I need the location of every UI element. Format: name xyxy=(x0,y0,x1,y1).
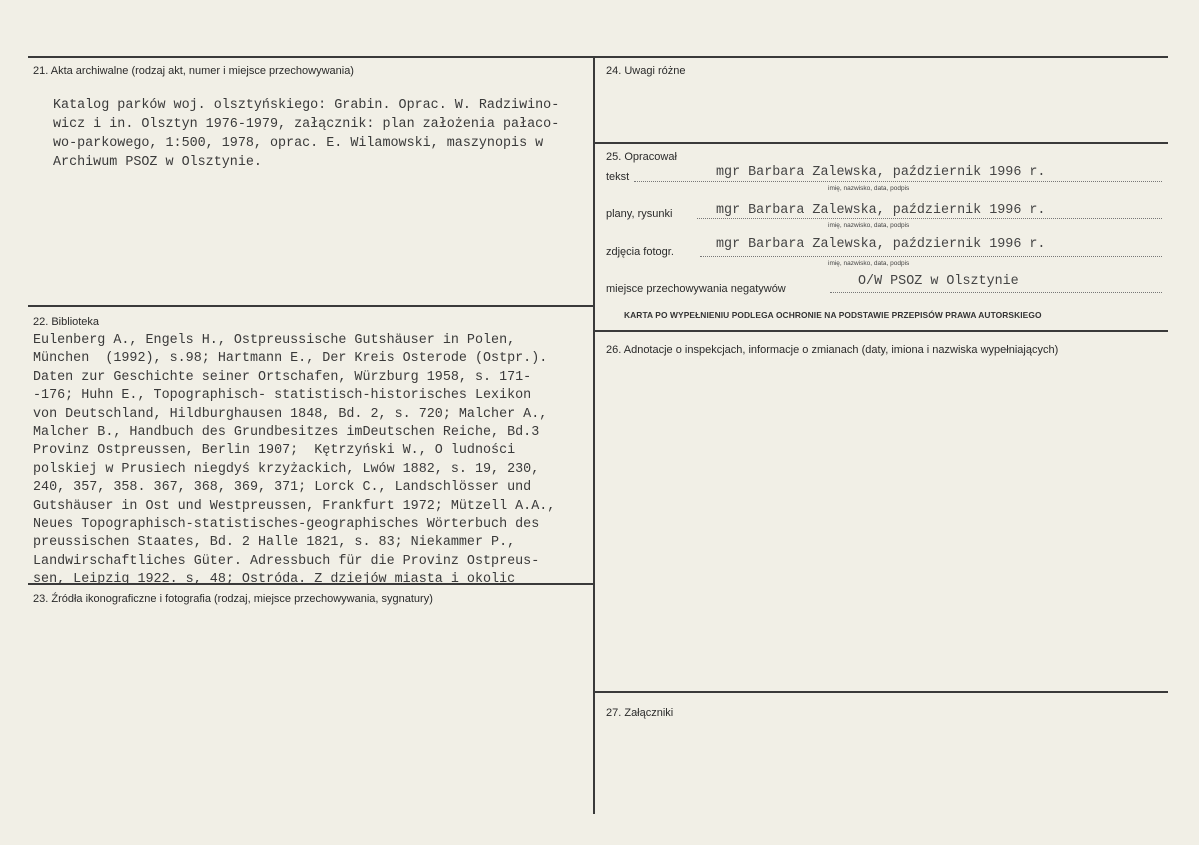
section-21-label: 21. Akta archiwalne (rodzaj akt, numer i miejsce przechowywania) xyxy=(33,65,354,77)
rule-26-27 xyxy=(594,691,1168,693)
rule-25-26 xyxy=(594,330,1168,332)
text-line: Daten zur Geschichte seiner Ortschafen, Würzburg 1958, s. 171- xyxy=(33,369,532,385)
field-line xyxy=(697,218,1162,219)
field-hint: imię, nazwisko, data, podpis xyxy=(828,185,910,192)
rule-21-22 xyxy=(28,305,594,307)
field-label: zdjęcia fotogr. xyxy=(606,246,674,258)
field-label: plany, rysunki xyxy=(606,208,673,220)
text-line: Malcher B., Handbuch des Grundbesitzes imDeutschen Reiche, Bd.3 xyxy=(33,425,540,440)
field-line xyxy=(700,256,1162,257)
field-hint: imię, nazwisko, data, podpis xyxy=(828,222,910,229)
top-rule xyxy=(28,56,1168,58)
rule-24-25 xyxy=(594,142,1168,144)
field-value: mgr Barbara Zalewska, październik 1996 r. xyxy=(716,203,1046,218)
center-divider xyxy=(593,56,595,814)
section-26-label: 26. Adnotacje o inspekcjach, informacje o zmianach (daty, imiona i nazwiska wypełniających) xyxy=(606,344,1059,356)
text-line: -176; Huhn E., Topographisch- statistisch-historisches Lexikon xyxy=(33,388,532,404)
text-line: Provinz Ostpreussen, Berlin 1907; Kętrzyński W., O ludności xyxy=(33,443,516,459)
text-line: Neues Topographisch-statistisches-geographisches Wörterbuch des xyxy=(33,517,540,532)
text-line: 240, 357, 358. 367, 368, 369, 371; Lorck C., Landschlösser und xyxy=(33,480,532,496)
field-value: mgr Barbara Zalewska, październik 1996 r. xyxy=(716,165,1046,180)
copyright-notice: KARTA PO WYPEŁNIENIU PODLEGA OCHRONIE NA PODSTAWIE PRZEPISÓW PRAWA AUTORSKIEGO xyxy=(624,310,1042,320)
field-hint: imię, nazwisko, data, podpis xyxy=(828,260,910,267)
text-line: Gutshäuser in Ost und Westpreussen, Frankfurt 1972; Mützell A.A., xyxy=(33,498,556,514)
text-line: Archiwum PSOZ w Olsztynie. xyxy=(53,155,262,170)
section-27-label: 27. Załączniki xyxy=(606,707,674,719)
text-line: von Deutschland, Hildburghausen 1848, Bd. 2, s. 720; Malcher A., xyxy=(33,406,548,422)
section-24-label: 24. Uwagi różne xyxy=(606,65,686,77)
text-line: preussischen Staates, Bd. 2 Halle 1821, s. 83; Niekammer P., xyxy=(33,535,516,551)
text-line: Eulenberg A., Engels H., Ostpreussische Gutshäuser in Polen, xyxy=(33,333,516,348)
field-line xyxy=(634,181,1162,182)
field-label: tekst xyxy=(606,171,630,183)
text-line: wicz i in. Olsztyn 1976-1979, załącznik: plan założenia pałaco- xyxy=(53,117,560,132)
text-line: München (1992), s.98; Hartmann E., Der Kreis Osterode (Ostpr.). xyxy=(33,351,548,367)
section-23-label: 23. Źródła ikonograficzne i fotografia (rodzaj, miejsce przechowywania, sygnatury) xyxy=(33,593,433,605)
text-line: sen, Leipzig 1922. s, 48; Ostróda. Z dziejów miasta i okolic xyxy=(33,572,516,588)
field-value: mgr Barbara Zalewska, październik 1996 r. xyxy=(716,237,1046,252)
section-22-label: 22. Biblioteka xyxy=(33,316,100,328)
field-line xyxy=(830,292,1162,293)
section-25-label: 25. Opracował xyxy=(606,151,677,163)
text-line: Landwirschaftliches Güter. Adressbuch für die Provinz Ostpreus- xyxy=(33,553,540,569)
text-line: wo-parkowego, 1:500, 1978, oprac. E. Wilamowski, maszynopis w xyxy=(53,136,544,151)
negatives-value: O/W PSOZ w Olsztynie xyxy=(858,274,1019,289)
negatives-label: miejsce przechowywania negatywów xyxy=(606,283,786,295)
text-line: polskiej w Prusiech niegdyś krzyżackich, Lwów 1882, s. 19, 230, xyxy=(33,461,540,477)
text-line: Katalog parków woj. olsztyńskiego: Grabin. Oprac. W. Radziwino- xyxy=(53,98,560,113)
